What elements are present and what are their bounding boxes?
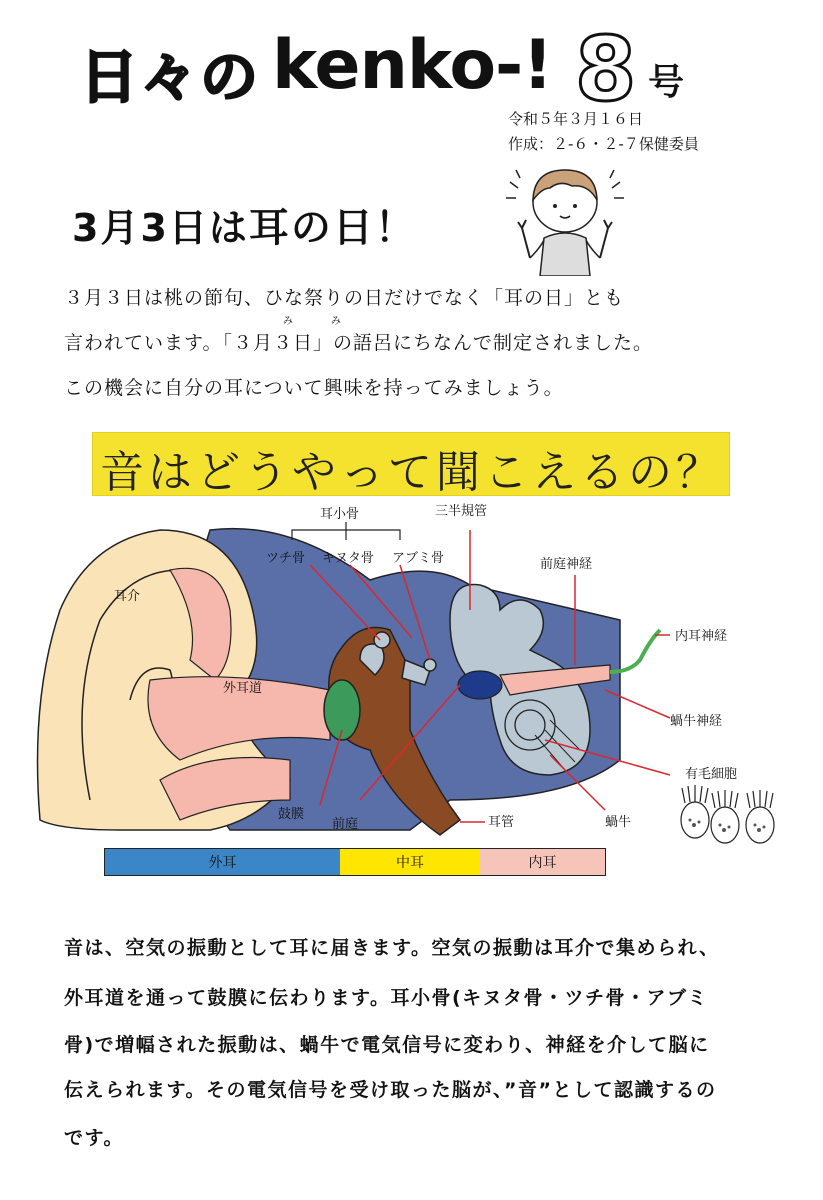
explanation-line-4: 伝えられます。その電気信号を受け取った脳が、”音”として認識するの: [64, 1079, 717, 1101]
legend-outer-ear: 外耳: [105, 849, 340, 875]
label-stapes: アブミ骨: [392, 551, 445, 566]
section-title-prefix: 3月3日は: [72, 206, 249, 250]
issue-date: 令和５年３月１６日: [508, 110, 644, 128]
label-cochlea: 蝸牛: [605, 815, 632, 830]
intro-line-2: 言われています。「３月３日」の語呂にちなんで制定されました。: [64, 332, 653, 354]
label-vestibular-nerve: 前庭神経: [540, 557, 593, 572]
intro-line-1: ３月３日は桃の節句、ひな祭りの日だけでなく「耳の日」とも: [64, 287, 625, 309]
label-pinna: 耳介: [114, 589, 141, 604]
intro-ruby-2: み: [331, 316, 341, 327]
explanation-line-2: 外耳道を通って鼓膜に伝わります。耳小骨(キヌタ骨・ツチ骨・アブミ: [64, 987, 708, 1009]
legend-middle-ear: 中耳: [340, 849, 480, 875]
legend-inner-ear: 内耳: [480, 849, 605, 875]
label-semicircular-canals: 三半規管: [435, 504, 488, 519]
masthead-title-part2: kenko-!: [272, 26, 553, 105]
label-incus: キヌタ骨: [322, 551, 374, 566]
label-malleus: ツチ骨: [266, 551, 306, 566]
explanation-line-1: 音は、空気の振動として耳に届きます。空気の振動は耳介で集められ、: [64, 937, 720, 959]
label-inner-ear-nerve: 内耳神経: [675, 629, 728, 644]
explanation-line-5: です。: [64, 1127, 124, 1149]
section-title: [72, 196, 417, 253]
explanation-line-3: 骨)で増幅された振動は、蝸牛で電気信号に変わり、神経を介して脳に: [64, 1034, 710, 1056]
label-eardrum: 鼓膜: [278, 807, 305, 822]
intro-ruby-1: み: [283, 316, 293, 327]
issue-author: 作成：２-６・２-７保健委員: [508, 135, 699, 153]
hair-cells-illustration: [681, 785, 774, 843]
label-vestibule: 前庭: [332, 817, 359, 832]
label-eustachian-tube: 耳管: [488, 815, 515, 830]
masthead-title-part1: 日々の: [80, 43, 261, 111]
intro-line-3: この機会に自分の耳について興味を持ってみましょう。: [64, 377, 564, 399]
section-title-emphasis: 耳の日！: [248, 205, 417, 251]
ear-anatomy-diagram: [30, 500, 820, 845]
child-mascot-illustration: [500, 158, 630, 276]
issue-number: 8: [575, 18, 637, 121]
label-ossicles: 耳小骨: [320, 507, 360, 522]
label-ear-canal: 外耳道: [223, 681, 263, 696]
question-banner-text: 音はどうやって聞こえるの？: [100, 447, 724, 498]
label-hair-cells: 有毛細胞: [685, 767, 738, 782]
ear-region-legend: [104, 848, 606, 876]
issue-suffix: 号: [648, 62, 685, 103]
label-cochlear-nerve: 蝸牛神経: [670, 714, 723, 729]
